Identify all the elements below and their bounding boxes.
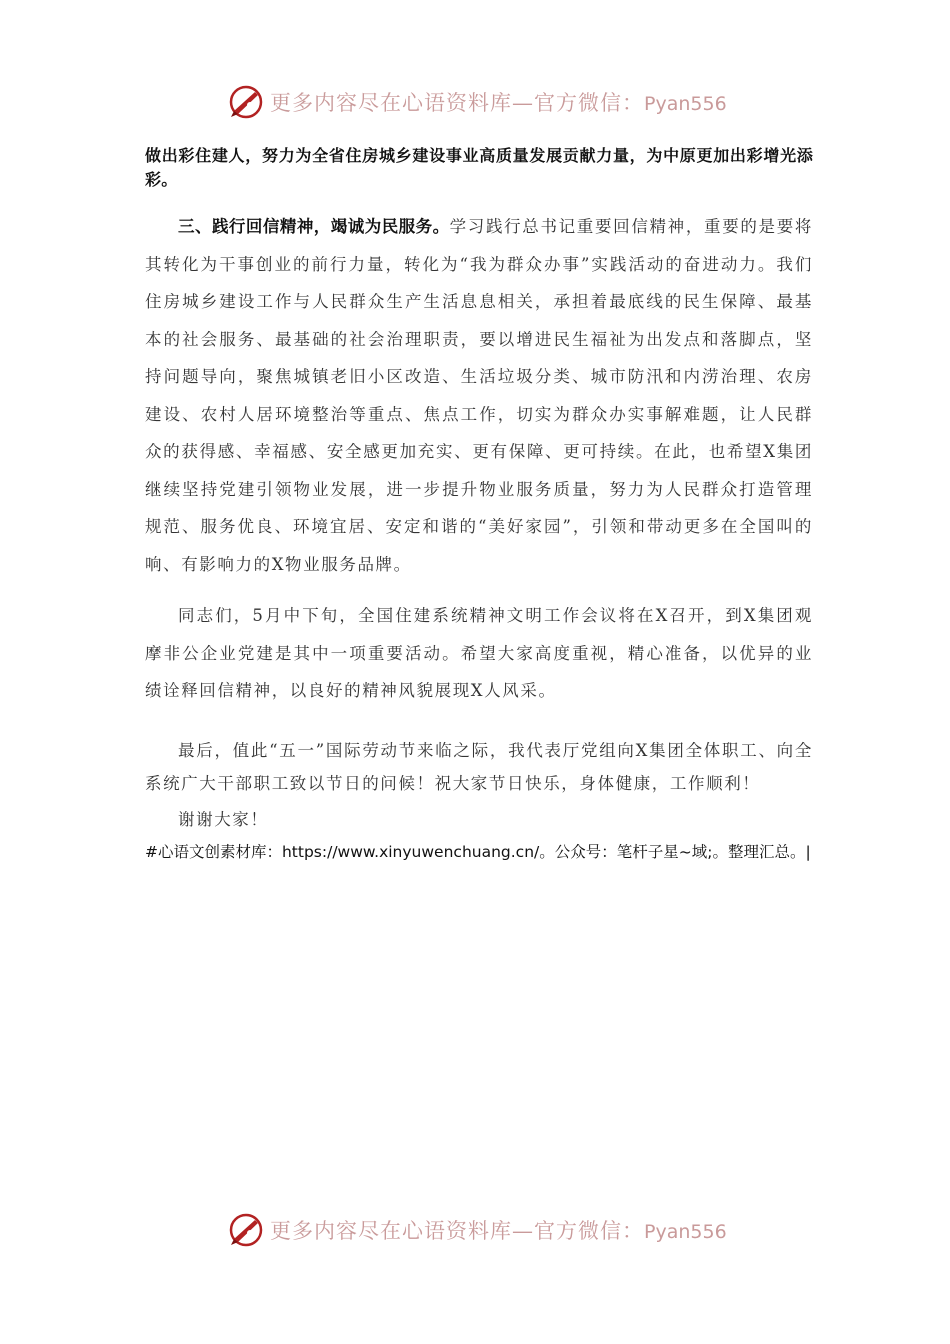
pen-emblem-icon [228, 1212, 264, 1248]
footer-banner [228, 1210, 748, 1250]
section-3-body: 学习践行总书记重要回信精神，重要的是要将其转化为干事创业的前行力量，转化为“我为群众办事”实践活动的奋进动力。我们住房城乡建设工作与人民群众生产生活息息相关，承担着最底线的民生保障、最基本的社会服务、最基础的社会治理职责，要以增进民生福祉为出发点和落脚点，坚持问题导向，聚焦城镇老旧小区改造、生活垃圾分类、城市防汛和内涝治理、农房建设、农村人居环境整治等重点、焦点工作，切实为群众办实事解难题，让人民群众的获得感、幸福感、安全感更加充实、更有保障、更可持续。在此，也希望X集团继续坚持党建引领物业发展，进一步提升物业服务质量，努力为人民群众打造管理规范、服务优良、环境宜居、安定和谐的“美好家园”，引领和带动更多在全国叫的响、有影响力的X物业服务品牌。 [145, 217, 814, 574]
header-banner [228, 82, 748, 122]
thanks-line: 谢谢大家！ [178, 809, 269, 829]
footer-wechat-id: Pyan556 [644, 1221, 727, 1243]
pen-emblem-icon [228, 84, 264, 120]
section-3-heading: 三、践行回信精神，竭诚为民服务。 [178, 217, 450, 236]
continuation-paragraph: 做出彩住建人，努力为全省住房城乡建设事业高质量发展贡献力量，为中原更加出彩增光添彩。 [145, 146, 813, 189]
document-body [145, 144, 813, 864]
closing-paragraph: 最后，值此“五一”国际劳动节来临之际，我代表厅党组向X集团全体职工、向全系统广大干部职工致以节日的问候！祝大家节日快乐，身体健康，工作顺利！ [145, 740, 813, 793]
header-banner-text: 更多内容尽在心语资料库—官方微信：Pyan556 [270, 91, 727, 115]
source-note: #心语文创素材库：https://www.xinyuwenchuang.cn/。公众号：笔杆子星~域;。整理汇总。| [145, 842, 811, 861]
footer-banner-text: 更多内容尽在心语资料库—官方微信：Pyan556 [270, 1219, 727, 1243]
section-3-paragraph [145, 208, 813, 583]
header-wechat-id: Pyan556 [644, 93, 727, 115]
meeting-paragraph: 同志们，5月中下旬，全国住建系统精神文明工作会议将在X召开，到X集团观摩非公企业党建是其中一项重要活动。希望大家高度重视，精心准备，以优异的业绩诠释回信精神，以良好的精神风貌展现X人风采。 [145, 606, 813, 700]
